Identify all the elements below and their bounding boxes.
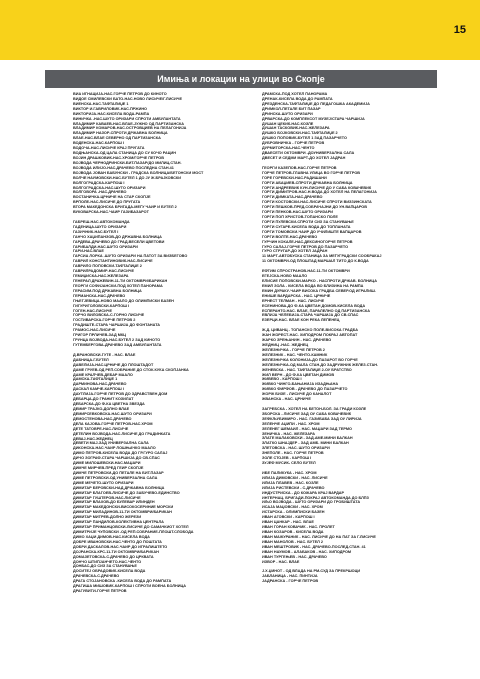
street-list-left <box>73 92 258 594</box>
street-entry: ЗНЕПОЛЕ - НАС. ГОРЧЕ ПЕТРОВ <box>262 451 324 456</box>
street-entry: ДРАЧЕВСКА-С.ДРАЧЕВО <box>73 574 120 579</box>
street-entry: ДОМАЗЕТОВСКА-С.ДРАЧЕВО ДО ЦРКВАТА <box>73 554 154 559</box>
street-entry: ДЕМИР ТРАЈКО-ДОЛНО ВЛАЕ <box>73 406 130 411</box>
street-entry: ДОСИТЕЈ ОБРАДОВИЌ-КИСЕЛА ВОДА <box>73 569 146 574</box>
street-entry: ДИМИТРИЈЕ ЧУПОВСКИ -ОД РЕП.СОБРАНИЕ-ПЛОШТ.СЛОБОДА <box>73 530 194 535</box>
street-entry: ВУКОВАРСКА-НАС.ЧАИР ГАЗИБАЗАРОТ <box>73 210 149 215</box>
street-list-right <box>262 92 447 584</box>
street-entry: ГЊЕГЈЕВИЦА-НОВО МААЛО ДО ОЛИМПИСКИ БАЗЕН <box>73 298 174 303</box>
street-entry: ГИГУРИГОЛОВСКИ-КАРПОШ I <box>73 303 130 308</box>
street-entry: ДАСКАЛ КАМЧЕ-КАРПОШ I <box>73 387 124 392</box>
street-entry: ВОЈИН ДРАШКОВИЌ-НАС.ХРОМ/ГОРЧЕ ПЕТРОВ <box>73 155 164 160</box>
street-entry: ГОРГИ ПОП ХРИСТОВ-ТОПАНСКО ПОЛЕ <box>262 215 338 220</box>
street-entry: ДИМО ХАЏИ ДИМОВ-НАС.КИСЕЛА ВОДА <box>73 534 150 539</box>
street-entry: ДИМЧЕ ПЕТРОВСКИ-ДО ПЕТАЛЕ НА БИТ.ПАЗАР <box>73 470 164 475</box>
street-entry: ИЉО ВОЈВОДА - ШУТО ОРИЗАРИ ДО ГРОБИШТАТА <box>262 500 361 505</box>
street-entry: Д.ВРАНОВСКИ-ГУТЕ - НАС. ВЛАЕ <box>73 352 136 357</box>
street-entry: ГЕРАСИМ-ПОД ДРЖАВНА БОЛНИЦА <box>73 288 142 293</box>
street-entry: ИВАН НАУМОВ - АЛАБАКОВ - НАС. ХИПОДРОМ <box>262 549 352 554</box>
street-entry: ВЛАДИМИР НАЗОР-СПРОТИ ДРЖАВНА БОЛНИЦА <box>73 131 168 136</box>
street-entry: ВИКТОР И.ГАВРИЛОВИЌ-НАС.ПРЖИНО <box>73 106 148 111</box>
street-entry: ДОБРЕ ИВАНОВСКИ-НАС.ЧЕНТО ДО ПОШТАТА <box>73 539 162 544</box>
street-entry: ДУШАН ЦЕКИЌ-НАС.КОЗЛЕ <box>262 121 314 126</box>
street-entry: ВОЈВОДА ЧЕРНОДРИНСКИ-БИТ.ПАЗАР/ДО МИЛИЦ.СТАН. <box>73 160 182 165</box>
street-entry: ГУРО САЛАЈ-ГОРЧЕ ПЕТРОВ ДО ПАЗАРЧЕТО <box>262 244 349 249</box>
street-entry: ЕНИШЕ ВАРДАРСКА - НАС. ЦРНИЧЕ <box>262 293 331 298</box>
street-entry: 11 МАРТ-АВТОБУСКА СТАНИЦА ЗА МЕЃУГРАДСКИ СООБРАЌАЈ <box>262 254 382 259</box>
street-entry: ИВАН МАЖУРАНИЌ - НАС. ЛИСИЧЕ ДО НА ПАТ ЗА Г.ЛИСИЧЕ <box>262 534 376 539</box>
street-entry: ВОЛГОГРАДСКА-НАС.ШУТО ОРИЗАРИ <box>73 185 146 190</box>
street-entry: ВИА ИГНАЦИЈА-НАС.ГОРЧЕ ПЕТРОВ ДО КИНОТО <box>73 92 167 96</box>
street-entry: ИНДУСТРИСКА - ДО КОЖАРА КРАЈ ВАРДАР <box>262 490 345 495</box>
street-entry: ГАРДЕВА-ДРАЧЕВО ДО ГРАД.ВЕСЕЛИ ЦВЕТОВИ <box>73 239 165 244</box>
street-entry: ГРАДИШТЕ-СТАРА ЧАРШИЈА ДО ФОНТАНАТА <box>73 323 161 328</box>
street-entry: ГРУНЦА ВОЈВОДА-НАС.БУТЕЛ 2 ЗАД КИНОТО <box>73 338 161 343</box>
street-entry: ЖЕЛЕЗНИЧКА-ОД МАЛА СТАН.ДО ЗАДРУЖНИК ЖЕЛЕЗ.СТАН. <box>262 362 379 367</box>
street-entry: ЕСЕНИНОВА-ДО Ф-КА ЦВЕТАН ДОМОВ-КИСЕЛА ВОДА <box>262 303 366 308</box>
street-entry: ГАВРИЛО ПОПОВСКИ-ТАФТАЛИЏЕ 2 <box>73 264 142 269</box>
street-entry: ДРЕЗДЕНСКА-ТАФТАЛИЏЕ ДО ПЕДАГОШКА АКАДЕМИЈА <box>262 101 370 106</box>
street-entry: ГОРГИ ПЕНКОВ-НАС.ШУТО ОРИЗАРИ <box>262 210 333 215</box>
street-entry: ВОДОЧА-НАС.ЛИСИЧЕ КРАЈ ПРУГАТА <box>73 146 145 151</box>
street-entry: ЈАДРАНСКА - ГОРЧЕ ПЕТРОВ <box>262 579 319 584</box>
street-entry: ДОЈРАНСКА-КРС-11-ТИ ОКТОМВРИ/БАРИКАН <box>73 549 159 554</box>
street-entry: ИВАН МЕШТРОВИЌ - НАС. ДРАЧЕВО-ПОСЛЕД.СТАН. 41 <box>262 544 366 549</box>
street-entry: ВИДОЕ СМИЛЕВСКИ БАТО-НАС.НОВО ЛИСИЧЕ/Г.ЛИСИЧЕ <box>73 96 182 101</box>
street-entry: ДРИМКОЛ-ПЕТАЛЕ БИТ ПАЗАР <box>262 106 321 111</box>
street-entry: ДАМЕ ГРУЕВ-ОД РЕП.СОБРАНИЕ ДО СТОК.КУЌА СКОПЈАНКА <box>73 367 189 372</box>
street-entry: ЗЛАТКО ШНАЈДЕР - ЗАД АМБ. МИНИ БАЛКАН <box>262 441 349 446</box>
street-entry: ДЕТЕ ТАТОВРЕ-НАС.ЛИСИЧЕ <box>73 426 129 431</box>
street-entry: ГОРГИ ВОЛТЕ-НАС.ДРАЧЕВО <box>262 234 318 239</box>
street-entry: ДИМИТАР ГУШТЕРОВ-НАС.ЛИСИЧЕ <box>73 495 141 500</box>
street-entry: ЗЕФКЉУБИМИРО - НАС. ГАЗИБАБА ЗАД ОУ ЛИРИЈА <box>262 416 362 421</box>
street-entry: ГАБРЕШ-НАС.АВТОКОМАНДА <box>73 219 130 224</box>
street-entry: ГЕРМАНСКА-НАС.ДРАЧЕВО <box>73 293 126 298</box>
street-entry: ЕЗЕРЦИ-НАС. ВЛАЕ КОН РЕКА ЛЕПЕНЕЦ <box>262 318 340 323</box>
street-entry: ЕСПЕРАНТО-НАС. ВЛАЕ, ПАРАЛЕЛНО ОД ПАРТИЗАНСКА <box>262 308 370 313</box>
street-entry: ИЛИЈА ДИМОВСКИ - НАС. ЛИСИЧЕ <box>262 475 328 480</box>
street-entry: ВОЈВОДА ИЛИЈО-НАС.ДРАЧЕВО ПОСЛЕДНА СТАН.41 <box>73 165 174 170</box>
street-entry: ДИМЕ МИЛОШЕВСКИ-НАС.МАЏАРИ <box>73 461 141 466</box>
street-entry: ЗАГРЕБСКА - ХОТЕЛ НА БЕТОН-БОЛ. ЗА ГРАДИ КОЗЛЕ <box>262 406 367 411</box>
street-entry: ЃЕОРГИ КАЗЕПОВ-НАС.ГОРЧЕ ПЕТРОВ <box>262 165 337 170</box>
street-entry: ГАВРИЛ КОНСТАНТИНОВИЌ-НАС.ЛИСИЧЕ <box>73 259 153 264</box>
street-entry: ЗЛЕТОВСКА - НАС. ШУТО ОРИЗАРИ <box>262 446 330 451</box>
street-entry: 11 ОКТОМВРИ-ОД ПЛОШТАД МАРШАЛ ТИТО ДО К.ВОДА <box>262 259 369 264</box>
street-entry: ГАНЧО ХАЏИПАНЗОВ-ДО ДРЖАВНА БОЛНИЦА <box>73 234 162 239</box>
street-entry: ГОРГИ СУГАРЕ-КИСЕЛА ВОДА ДО ТОПЛАНАТА <box>262 224 351 229</box>
street-entry: ЖАРКО ЗРЕЊАНИН - НАС. ДРАЧЕВО <box>262 338 332 343</box>
street-entry: ГОРГИ АНДРЕЕВИЌ КУН-ЛИСИЧЕ ДО У САБА КОВАЧЕВИЌ <box>262 185 372 190</box>
street-entry: ДАМСКА-ТАФТАЛИЏЕ 1 <box>73 377 118 382</box>
street-entry: ДРИНСКА-ШУТО ОРИЗАРИ <box>262 111 313 116</box>
street-entry: ГОРГИ КОСТОВСКИ-НАС.ЛИСИЧЕ СПРОТИ ВИЗЗИНСКАТА <box>262 200 372 205</box>
street-entry: ИВАН АГОВСКИ - КАРПОШ I <box>262 515 315 520</box>
street-entry: ЖЕЛЕЗНИК - НАС. ЧЕНТО-КАМНИК <box>262 352 328 357</box>
street-entry: ВЛАДИМИР КАВАЕВ-НАС.ВЛАЕ-ЈУЖНО ОД ПАРТИЗАНСКА <box>73 121 185 126</box>
street-entry: ДЕБАРЦА-ДО ГРАНИТ КОЗИЛАТ <box>73 397 134 402</box>
street-entry: ИБЕ ПАЛИКУЌА - НАС. ХРОМ <box>262 470 317 475</box>
street-entry: ДОБРИ ДАСКАЛОВ-НАС.ЧАИР ДО ИГРАЛИШТЕТО <box>73 544 168 549</box>
street-entry: ДРАГУВИТИ-ГОРЧЕ ПЕТРОВ <box>73 589 127 594</box>
street-entry: Ж.Д. ЦИВАНЦ - ТОПАНСКО ПОЛЕ-ВИСОКА ГРАДБА <box>262 328 358 333</box>
street-entry: ВИЕНСКА-НАС.ТАФТАЛИЏЕ 1 <box>73 101 129 106</box>
street-entry: ИСТАРСКА - ОЛИМПИСКИ БАЗЕН <box>262 510 325 515</box>
street-entry: ДУШКО ПОПОВИЌ-БУТЕЛ 1 ЗАД ПАЗАРЧЕТО <box>262 136 347 141</box>
street-entry: ЗЕЛЕНЧЕ АЏИПИ - НАС. ХРОМ <box>262 421 320 426</box>
street-entry: ВОЛГОВОРА -НАС.ДРАЧЕВО <box>73 190 127 195</box>
street-entry: ГРАМОС-НАС.ЛИСИЧЕ <box>73 328 116 333</box>
street-entry: ДИЧО ЗОГРАФ-СТАРА ЧАРШИЈА ДО СВ.СПАС <box>73 456 160 461</box>
street-entry: ДАВЕЛИЈА-НАС.ЦРНИЧЕ ДО ПЛОШТАДОТ <box>73 362 154 367</box>
street-entry: ДУШАН ТАСКОВИЌ-НАС.ЖЕЛЕЗАРА <box>262 126 330 131</box>
street-entry: ДАУТЛИЈА-ГОРЧЕ ПЕТРОВ ДО ЗДРАВСТВЕН ДОМ <box>73 392 168 397</box>
street-entry: ВТОРА МАКЕДОНСКА БРИГАДА-МЕЃУ ЧАИР И БУТЕЛ 2 <box>73 205 177 210</box>
street-entry: ДИМИТАР ВЛАХОВ-ДО БУЛЕВАР ИЛИНДЕН <box>73 500 155 505</box>
street-entry: ГУРЧИН КОКАЛЕ-НАС.ДЕКСИНОГОРЧЕ ПЕТРОВ <box>262 239 353 244</box>
street-entry: ИВАН КОЗАРОВ - КИСЕЛА ВОДА <box>262 529 324 534</box>
street-entry: ЖВАНСКА - НАС. ЦРНИЧЕ <box>262 397 311 402</box>
street-entry: ДИМИТАР ПРИМАНЦОВСКИ-ЛИСИЧЕ ДО САМАЧКИОТ ХОТЕЛ <box>73 525 189 530</box>
street-entry: ДОНЧО ШТИПЈАНЧЕТО-НАС.ЧЕНТО <box>73 559 142 564</box>
street-entry: ЕМИЛ ЗОЛА - КИСЕЛА ВОДА ВО БЛИЗИНА НА РАМПА <box>262 283 364 288</box>
street-entry: ДРАГА СТОЈАНОВСКА -КИСЕЛА ВОДА ДО РАМПАТА <box>73 579 172 584</box>
street-entry: ВОСТАНИЧКА-ЦРНИЧЕ НА СТАР СКОПЈЕ <box>73 195 151 200</box>
street-entry: ИСАЈА МАЏОВСКИ - НАС. ХРОМ <box>262 505 323 510</box>
street-entry: ГОРГИ ПЕШКОВ-ПРЕД.СОБРАЧАЈНИ ДО УН.ВАПЦАРОВ <box>262 205 367 210</box>
street-entry: ГЕМИЏИСКА-НАС.ЖЕЛЕЗАРА <box>73 274 129 279</box>
street-entry: ЗУЈЕФ МУСИК- СЕЛО БУТЕЛ <box>262 461 316 466</box>
street-entry: ДИКОНСКА-НАС.ЧАИР ЛОШЊАЧКО МААЛО <box>73 446 156 451</box>
street-entry: ГРИГОР ПРЛИЧЕВ-ЗАД МКЦ <box>73 333 126 338</box>
street-entry: ДАРМИНОВА-НАС.ДРАЧЕВО <box>73 382 127 387</box>
street-entry: ВИКТОРИЈА-НАС.КИСЕЛА ВОДА-РАМПА <box>73 111 150 116</box>
street-entry: ДИМЕ МЕЧЕТО-ШУТО ОРИЗАРИ <box>73 480 134 485</box>
street-entry: ГАРИБАЛДИ-НАС.ШУТО ОРИЗАРИ <box>73 244 138 249</box>
street-entry: ЗБОРСКА - ЛИСИЧЕ ЗАД ОУ САБА КОВАЧЕВИЌ <box>262 411 352 416</box>
street-entry: ЗОЛЕ СТОЈЕВ - КАРПОШ I <box>262 456 312 461</box>
street-entry: ГЕОРГИ СОФИЈАНСКИ-ПОД ХОТЕЛ ПАНОРАМА <box>73 283 163 288</box>
street-entry: ГУРО СТРУГАР-ДО ХОТЕЛ ЈАДРАН <box>262 249 328 254</box>
street-entry: ГЕНЕРАЛ ДРАЖЕВИН-11-ТИ ОКТОМВРИ/БАРИКАН <box>73 279 168 284</box>
street-entry: ДАМЕ КРАЛЧЕВ-ДЕБАР МААЛО <box>73 372 133 377</box>
street-entry: ГАВРИЛРАДОМИР-НАС.ЛИСИЧЕ <box>73 269 135 274</box>
street-entry: ИЛИЈА РИСТЕВСКИ - С.ДРАЧЕВО <box>262 485 325 490</box>
street-entry: ГОСТИВАРСКА-ГОРЧЕ ПЕТРОВ 2 <box>73 318 136 323</box>
street-entry: ГОРЧО ВИЛОВСКА-С.ГОРНО ЛИСИЧЕ <box>73 313 145 318</box>
street-entry: ИЛИЈА ПЛАВЕВ - НАС. КОЗЛЕ <box>262 480 319 485</box>
street-entry: ЖИВКО ФИРФОВ - ДРАЧЕВО ДО ПАЗАРЧЕТО <box>262 387 348 392</box>
street-entry: ДИМЧЕ МИРЧЕВ-ПРЕД ГЕИР СКОПЈЕ <box>73 466 144 471</box>
street-entry: ВОДЕНСКА-НАС.КАРПОШ I <box>73 141 124 146</box>
street-entry: ДИМИТАР МИЛАДИНОВ-11-ТИ ОКТОМВРИ/БАРИКАН <box>73 510 172 515</box>
street-entry: ДВЕСЕТ И СЕДМИ МАРТ-ДО ХОТЕЛ ЈАДРАН <box>262 155 346 160</box>
street-entry: ЖОРЖ БИЗЕ - ЛИСИЧЕ ДО КАНАЛОТ <box>262 392 332 397</box>
street-entry: ГОРГИ ТОМОВСКИ-ЧАИР ДО УЧИЛИШТЕ ВАПЦАРОВ <box>262 229 362 234</box>
street-entry: ЖЕДНИЦ -НАС. ЖЕДНЕЦ <box>262 342 309 347</box>
street-entry: ДИМИТАР МИТРЕВ-ДОЛНО ЖЕРЕЗИ <box>73 515 142 520</box>
street-entry: ГОРГИ АБАЏИЕВ-СПРОТИ ДРЖАВНА БОЛНИЦА <box>262 180 353 185</box>
street-entry: ДРАГИША МИШОВИЌ-КАРПОШ I СПРОТИ ВОЕНА БОЛНИЦА <box>73 584 187 589</box>
street-entry: ДАБНИЦА-Г.БУТЕЛ <box>73 357 109 362</box>
street-entry: ВЛАДИМИР КОМАРОВ-НАС.ОСТРОВЦИЕВ НА ПЕЛАГОНИЈА <box>73 126 187 131</box>
street-entry: ЖЕНЕВСКА - НАС. ТАФТАЛИЏЕ 2-ОУ БРАТСТВО <box>262 367 352 372</box>
street-entry: ДИМИТАР МАКЕДОНСКИ-ВИСОКОСЕРИНИЕ МОРСКИ <box>73 505 174 510</box>
street-entry: ЈАБЛАНИЦА - НАС. ПИНТИЈА <box>262 574 318 579</box>
street-entry: ДУШКО БОЈКОВСКИ-НАС.ТАФТАЛИЏЕ 2 <box>262 131 338 136</box>
street-entry: ЕЛИСИЕ ПОПОВСКИ-МАРКО - НАСПРОТИ ДРЖАВ. БОЛНИЦА <box>262 279 377 283</box>
street-entry: ДИМО ПЕТРОВ-КИСЕЛА ВОДА ДО ГР.ГУРО САЛАЈ <box>73 451 168 456</box>
street-entry: ДРЕНАК-КИСЕЛА ВОДА ДО РАМПАТА <box>262 96 333 101</box>
street-entry: Ј.Х.ЏИНОТ - ОД ВЛАДА НА РМ-СУД ЗА ПРЕКРШОЦИ <box>262 569 361 574</box>
street-entry: ДЕТЕЛИН ВОЈВОДА-НАС.ЛИСИЧЕ ДО ГРАДИНКАТА <box>73 431 171 436</box>
street-entry: ВОЈВОДА ЈОВАН БАБУНСКИ - ГРАДСКА БОЛНИЦА/БЕТОНСКИ МОСТ <box>73 170 204 175</box>
street-entry: ВОДЊАНСКА-ОД ЦАЛА СТАНИЦА ДО СУ КОЧО РАЦИН <box>73 151 176 156</box>
street-entry: ДРВАРСКА-ДО КОМПЛЕКСОТ МУЗЕЈ/СТАРА ЧАРШИЈА <box>262 116 365 121</box>
street-entry: ЖИЛ ВЕРН - ДО Ф-КА ЦВЕТАН ДИМОВ <box>262 372 335 377</box>
street-entry: ЖЕЛЕЗНИЧКА - ГОРЧЕ ПЕТРОВ 2 <box>262 347 325 352</box>
street-entry: ЖАН ЖОРЕСТ-НАС. ХИПОДРОМ ПОКРАЈ АВТОПАТ <box>262 333 358 338</box>
title-bar <box>45 70 437 88</box>
street-entry: ЕФТИМ СПРОСТРАНОВ-НАС.11-ТИ ОКТОМВРИ <box>262 269 350 274</box>
header-band <box>0 0 480 60</box>
street-entry: ВРПОЛЕ-НАС.ЛИСИЧЕ ДО ПРУГАТА <box>73 200 141 205</box>
street-entry: ДИМИТАР БЛАГОЕВ-ЛИСИЧЕ ДО ЗАБУЧЕВО-ЕДИНСТВО <box>73 490 180 495</box>
street-entry: ДИМИТАР ПАНДИЛОВ-КОЛЕКТИВНА ЦЕНТРАЛА <box>73 520 164 525</box>
street-entry: ДЕБАРСКА-ДО Ф-КА ЦВЕТНА ЗВЕЗДА <box>73 402 145 407</box>
street-entry: ЕВЛИЈА ЧЕЛЕБИЈА-СТАРА ЧАРШИЈА ДО СВ.СПАС <box>262 313 359 318</box>
street-entry: ЕМИН ДУРАКУ-ЧАИР ВИСОКА ГРАДБА СЕВЕР.ОД ИГРАЛИШ. <box>262 288 376 293</box>
street-entry: ИЗВОР - НАС. ВЛАЕ <box>262 559 300 564</box>
street-entry: ВОЛГОГРАДСКА-КАРПОШ I <box>73 180 125 185</box>
street-entry: ГАДЕНИЦА-ШУТО ОРИЗАРИ <box>73 224 127 229</box>
street-entry: ДЕМОСТЕНОВА-НАС.ДРАЧЕВО <box>73 416 132 421</box>
street-entry: ДЕЛА КАЈОВА-ГОРЧЕ ПЕТРОВ-НАС.ХРОМ <box>73 421 153 426</box>
street-entry: ИВАН ГОРАН КОВАЧИЌ - НАС. ПРОЛЕТ <box>262 525 335 530</box>
street-entry: ДИМИТАР БЕРОВСКИ-НАД ДРЖАВНА БОЛНИЦА <box>73 485 165 490</box>
street-entry: ДУБРОВНИЧКА - ГОРЧЕ ПЕТРОВ <box>262 141 325 146</box>
street-entry: ЖИВКО ЧИНГО-БАЊАНИЈА ИЗАДЊАНА <box>262 382 339 387</box>
street-entry: ДЕВЕТИ МАЈ-ЗАД УНИВЕРЗАЛНА САЛА <box>73 441 149 446</box>
street-entry: ДУРМИТОРСКА-НАС.ЧЕНТО <box>262 146 315 151</box>
street-entry: ДИМЕ ПЕТРОВСКИ-ОД УНИВЕРЗАЛНА САЛА <box>73 475 158 480</box>
street-entry: ГОГЕН-НАС.ЛИСИЧЕ <box>73 308 112 313</box>
street-entry: ГОРЕ ГОРЕВСКИ-НАС.РАДИШАНИ <box>262 175 327 180</box>
street-entry: ИВАН ТУРГЕЊЕВ - НАС. ДРАЧЕВО <box>262 554 327 559</box>
street-entry: ДЕМИРСЕВКОВСКА-НАС.ШУТО ОРИЗАРИ <box>73 411 152 416</box>
street-entry: ЕРНЕСТ ТЕЛМАН - НАС. ЛИСИЧЕ <box>262 298 325 303</box>
street-entry: ДРАМСКА-ПОД ХОТЕЛ ПАНОРАМА <box>262 92 328 96</box>
street-entry: ЗЛАТЕ МАЛАКОВСКИ - ЗАД.АМЕ.МИНИ БАЛКАН <box>262 436 353 441</box>
street-entry: ЖЕЛЕЗНИЧКА КОЛОНИЈА-ДО ПАЗАРОТ ВО ГОРЧЕ <box>262 357 358 362</box>
street-entry: ДОНБАС-ДО СИЗ ЗА СТАНУВАЊЕ <box>73 564 137 569</box>
street-entry: ГАРСИА ЛОРКА -ШУТО ОРИЗАРИ НА ПАТОТ ЗА ВИЗБЕГОВО <box>73 254 188 259</box>
street-entry: ГАРИ-НАС.ВЛАЕ <box>73 249 104 254</box>
street-entry: ИВАН ЦАНКАР - НАС. ВЛАЕ <box>262 520 314 525</box>
street-entry: ИВАН МАНОЛОВ - НАС. БУТЕЛ 2 <box>262 539 323 544</box>
street-entry: ГАЗИЧНИК-НАС.БУТЕЛ I <box>73 229 119 234</box>
street-entry: ВИНИЧКА -НАС.ШУТО ОРИЗАРИ СПРОТИ АМБУЛАНТАТА <box>73 116 181 121</box>
page-title: Имиња и локации на улици во Скопје <box>157 74 325 84</box>
street-entry: ВОЛЧЕ НАУМОВСКИ-НАС.БУТЕЛ 1 ДО ЈУ Ж.БРАЈКОВСКИ <box>73 175 181 180</box>
street-entry: ЗЕЛЕНЕГ ШЕМАИЛ - НАС. МАЏАРИ ЗАД ТЕРМО <box>262 426 353 431</box>
street-entry: ГОРГИ ДИМКАТА-НАС.ДРАЧЕВО <box>262 195 323 200</box>
street-entry: ИНТЕРНАЦ. БРИГАДИ-ПОКРАЈ АВТОКОМАНДА ДО БЛПЗ <box>262 495 369 500</box>
street-entry: ГОРГИ ДИМИТРОВ-НАС.Н.ВОДА ДО ХОТЕЛ НА ПЕЛАГОНИЈА <box>262 190 377 195</box>
street-entry: ЗЕНИЧКА - НАС. ЖЕЛЕЗАРА <box>262 431 315 436</box>
street-entry: ГОРЧЕ ПЕТРОВ-ГЛАВНА УЛИЦА ВО ГОРЧЕ ПЕТРОВ <box>262 170 361 175</box>
street-entry: ГОРГИ ПУЛЕВСКИ-СПРОТИ СИЗ ЗА СТАНУВАЊЕ <box>262 219 354 224</box>
street-entry: ЖИВЕВО - КАРПОШ I <box>262 377 302 382</box>
street-entry: ДЕВАЈ-НАС.ЖЕДНЕЦ <box>73 436 113 441</box>
street-entry: ЕГЕЈСКА-НОВО МААЛО <box>262 274 308 279</box>
street-entry: ВЛАЕ-НАС.ВЛАЕ СЕВЕРНО ОД ПАРТИЗАНСКА <box>73 136 161 141</box>
street-entry: ДВАЕСЕТИ ОКТОМВРИ -ДОУНИВЕРЗАЛНА САЛА <box>262 151 355 156</box>
street-entry: ГУТЕМБЕРГОВА-ДРАЧЕВО ЗАД АМБУЛАНТАТА <box>73 343 162 347</box>
page-number: 15 <box>453 24 466 36</box>
